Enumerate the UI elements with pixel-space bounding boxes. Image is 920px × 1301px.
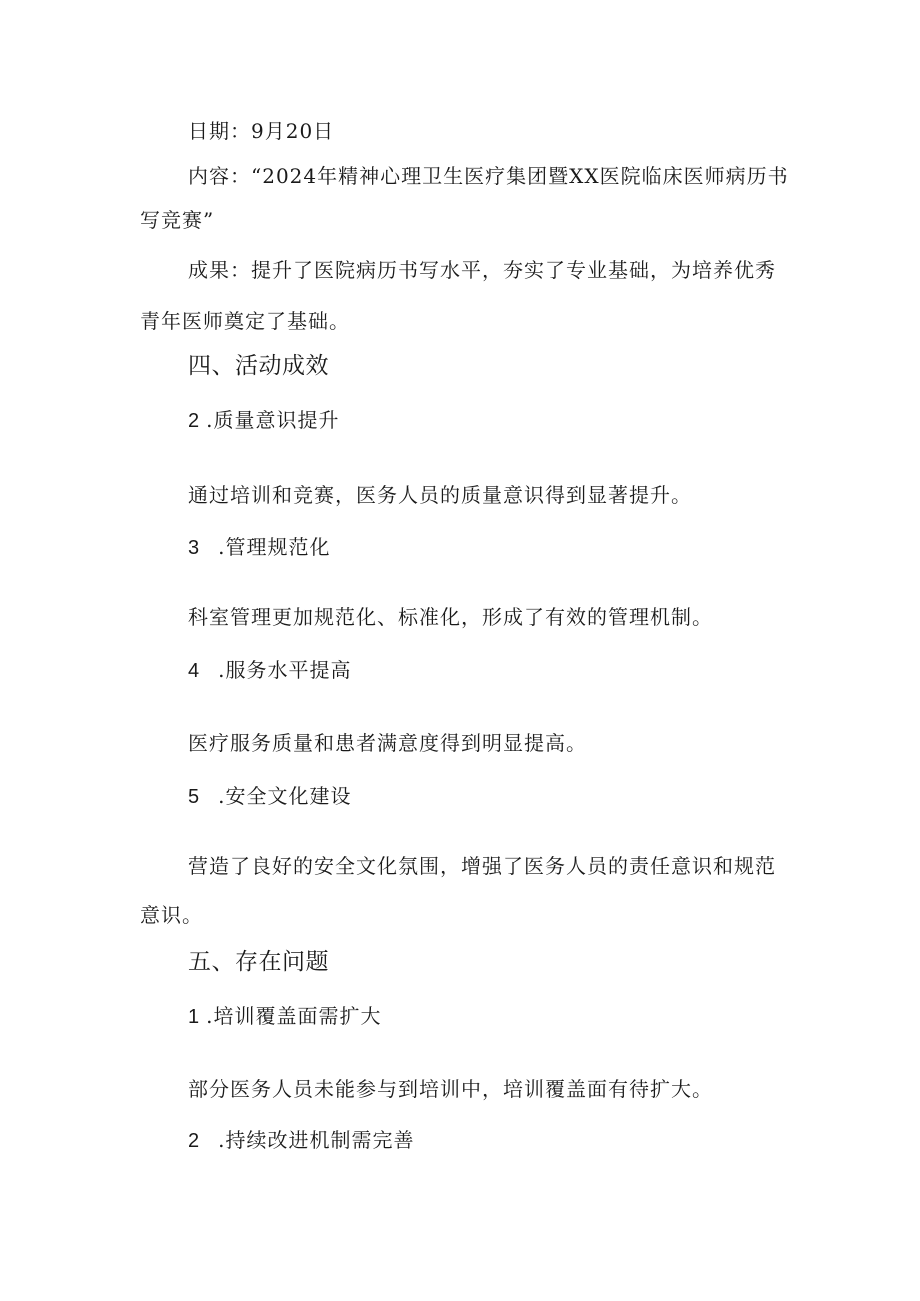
item-title-text: .管理规范化 (218, 535, 331, 559)
paragraph: 通过培训和竞赛，医务人员的质量意识得到显著提升。 (188, 483, 692, 507)
item-number: 4 (188, 660, 201, 682)
item-number: 5 (188, 786, 201, 808)
item-number: 1 (188, 1006, 201, 1028)
item-title (188, 656, 351, 685)
content-line-2: 写竞赛” (140, 208, 215, 232)
section-heading-4: 四、活动成效 (188, 353, 329, 379)
item-title-text: .培训覆盖面需扩大 (206, 1004, 382, 1028)
item-number: 2 (188, 1130, 201, 1152)
content-line-1: 内容：“2024年精神心理卫生医疗集团暨XX医院临床医师病历书 (188, 164, 789, 188)
paragraph: 医疗服务质量和患者满意度得到明显提高。 (188, 731, 587, 755)
paragraph: 科室管理更加规范化、标准化，形成了有效的管理机制。 (188, 605, 713, 629)
item-title-text: .持续改进机制需完善 (218, 1128, 415, 1152)
paragraph-continuation: 意识。 (140, 903, 203, 927)
item-title-text: .质量意识提升 (206, 408, 340, 432)
item-title (188, 406, 339, 435)
date-line: 日期：9月20日 (188, 119, 335, 143)
item-title-text: .服务水平提高 (218, 658, 352, 682)
item-number: 3 (188, 537, 201, 559)
item-title (188, 1002, 381, 1031)
item-title (188, 1126, 414, 1155)
section-heading-5: 五、存在问题 (188, 949, 329, 975)
result-line-1: 成果：提升了医院病历书写水平，夯实了专业基础，为培养优秀 (188, 258, 776, 282)
paragraph: 营造了良好的安全文化氛围，增强了医务人员的责任意识和规范 (188, 854, 776, 878)
item-title (188, 533, 330, 562)
item-number: 2 (188, 410, 201, 432)
item-title (188, 782, 351, 811)
paragraph: 部分医务人员未能参与到培训中，培训覆盖面有待扩大。 (188, 1077, 713, 1101)
result-line-2: 青年医师奠定了基础。 (140, 309, 350, 333)
item-title-text: .安全文化建设 (218, 784, 352, 808)
